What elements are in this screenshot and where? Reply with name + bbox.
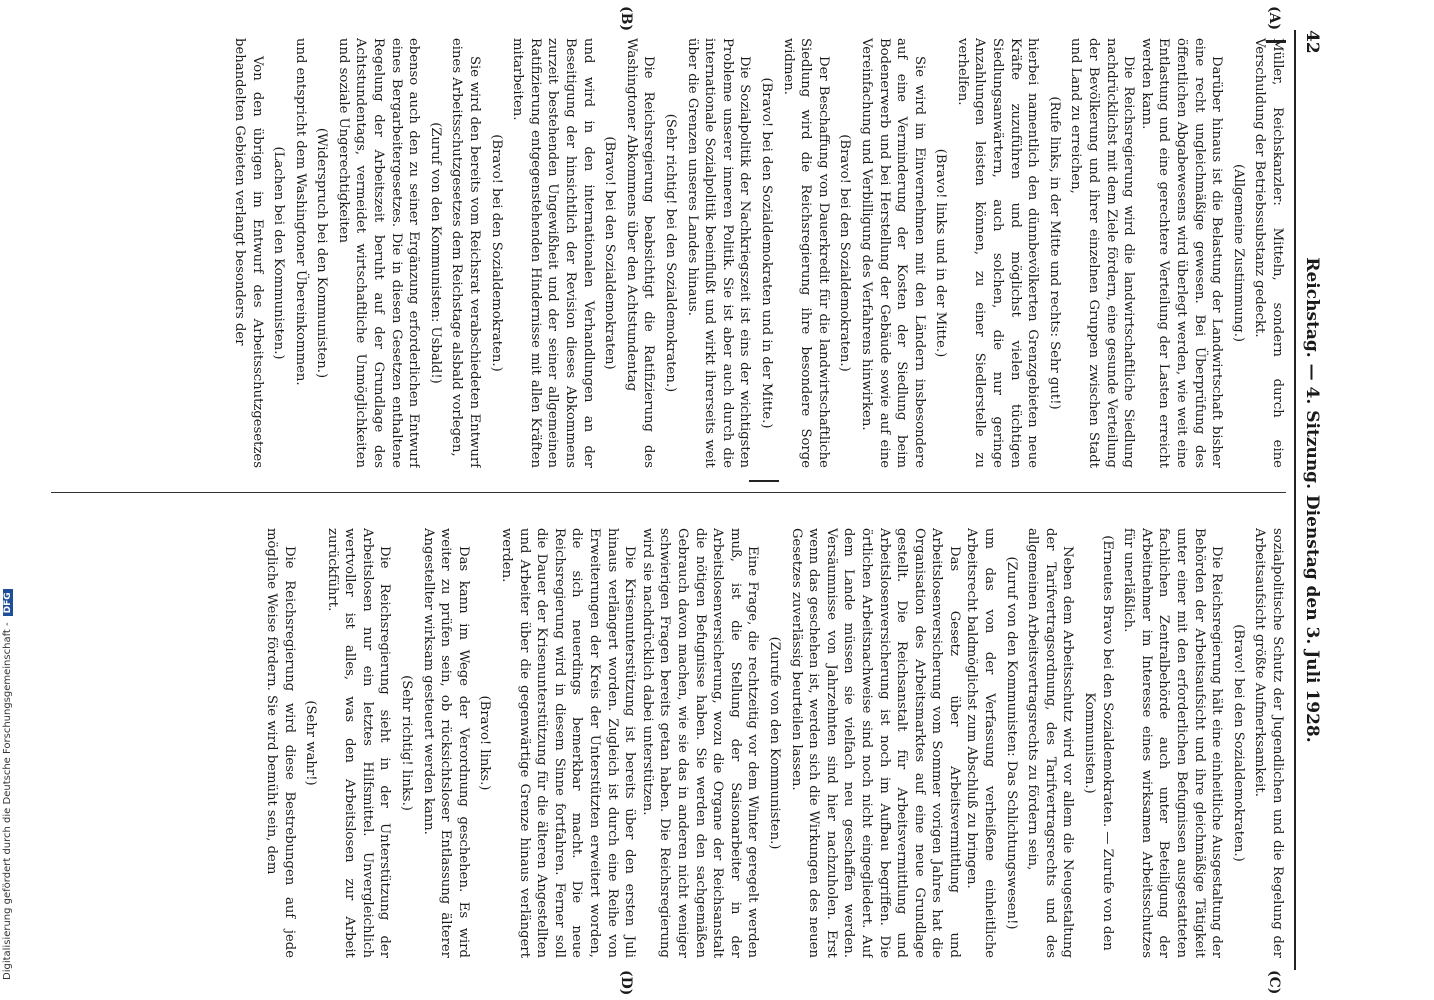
reaction: (Erneutes Bravo bei den Sozialdemokraten. — Zurufe von den Kommunisten.) bbox=[1082, 535, 1115, 951]
paragraph: Eine Frage, die rechtzeitig vor dem Winter geregelt werden muß, ist die Stellung der Saisonarbeiter in der Arbeitslosenversicherung, wozu die Organe der Reichsanstalt die nötigen Befugnisse haben. Sie werden den sachgemäßen Gebrauch davon machen, wie sie das in anderen nicht weniger schwierigen Fragen bereits getan haben. Die Reichsregierung wird sie nachdrücklich dabei unterstützen. bbox=[639, 528, 761, 958]
dfg-logo: DFG bbox=[3, 589, 13, 616]
paragraph: um das von der Verfassung verheißene einheitliche Arbeitsrecht baldmöglichst zum Abschluß zu bringen. bbox=[964, 528, 998, 958]
reaction: (Bravo! bei den Sozialdemokraten) bbox=[602, 136, 618, 370]
paragraph: Die Reichsregierung wird die landwirtschaftliche Siedlung nachdrücklichst mit dem Ziele fördern, eine gesunde Verteilung der Bevölkerung und ihrer einzelnen Gruppen zwischen Stadt und Land zu erreichen, bbox=[1068, 38, 1137, 468]
reaction: (Bravo! links und in der Mitte.) bbox=[933, 148, 949, 358]
paragraph: Die Reichsregierung wird diese Bestrebungen auf jede mögliche Weise fördern. Sie wird bemüht sein, dem bbox=[263, 528, 297, 958]
paragraph: Die Reichsregierung hält eine einheitliche Ausgestaltung der Behörden der Arbeitsaufsicht und ihre gleichmäßige Tätigkeit unter einer mit den erforderlichen Befugnissen ausgestatteten fachlichen Zentralbehörde auch unter Beteiligung der Arbeitnehmer im Interesse eines wirksamen Arbeitsschutzes für unerläßlich. bbox=[1121, 528, 1225, 958]
reaction: (Zuruf von den Kommunisten: Das Schlichtungswesen!) bbox=[1003, 556, 1019, 930]
document-page bbox=[34, 0, 1334, 1000]
paragraph: Sie wird im Einvernehmen mit den Ländern insbesondere auf eine Verminderung der Kosten der Siedlung beim Bodenerwerb und bei Herstellung der Gebäude sowie auf eine Vereinfachung und Verbilligung des Verfahrens hinwirken. bbox=[858, 38, 927, 468]
page-number: 42 bbox=[1302, 30, 1322, 54]
paragraph: Müller, Reichskanzler: Mitteln, sondern durch eine Verschuldung der Betriebssubstanz gedeckt. bbox=[1252, 38, 1285, 468]
reaction: (Sehr wahr!) bbox=[303, 700, 319, 786]
paragraph: Von den übrigen im Entwurf des Arbeitsschutzgesetzes behandelten Gebieten verlangt besonders der bbox=[231, 38, 265, 468]
reaction: (Sehr richtig! bei den Sozialdemokraten.) bbox=[663, 113, 678, 393]
paragraph: Sie wird den bereits vom Reichsrat verabschiedeten Entwurf eines Arbeitsschutzgesetzes dem Reichstage alsbald vorlegen, bbox=[449, 38, 483, 468]
margin-marker-c: (C) bbox=[1266, 970, 1282, 995]
margin-marker-b: (B) bbox=[618, 6, 634, 32]
reaction: (Sehr richtig! links.) bbox=[399, 675, 415, 811]
reaction: (Allgemeine Zustimmung.) bbox=[1230, 163, 1246, 343]
reaction: (Bravo! bei den Sozialdemokraten und in der Mitte.) bbox=[758, 77, 774, 429]
reaction: (Zurufe von den Kommunisten.) bbox=[766, 636, 782, 850]
reaction: (Lachen bei den Kommunisten.) bbox=[271, 146, 287, 360]
paragraph: und entspricht dem Washingtoner Übereinkommen. bbox=[292, 38, 308, 386]
reaction: (Zuruf von den Kommunisten: Usbald!) bbox=[427, 122, 443, 384]
right-column bbox=[51, 528, 1286, 958]
paragraph: hierbei namentlich den dünnbevölkerten Grenzgebieten neue Kräfte zuzuführen und möglichst vielen tüchtigen Siedlungsanwärtern, auch solchen, die nur geringe Anzahlungen leisten können, zu einer Siedlerstelle zu verhelfen. bbox=[954, 38, 1041, 468]
paragraph: ebenso auch den zu seiner Ergänzung erforderlichen Entwurf eines Bergarbeitergesetzes. Die in diesen Gesetzen enthaltene Regelung der Arbeitszeit beruht auf der Grundlage des Achtstundentags, vermeidet wirtschaftliche Unmöglichkeiten und soziale Ungerechtigkeiten bbox=[335, 38, 422, 468]
column-divider bbox=[51, 492, 1286, 493]
margin-marker-d: (D) bbox=[618, 970, 634, 996]
margin-marker-a: (A) bbox=[1266, 6, 1282, 31]
credit-text: Digitalisierung gefördert durch die Deutsche Forschungsgemeinschaft - bbox=[2, 622, 13, 980]
reaction: (Bravo! bei den Sozialdemokraten.) bbox=[1230, 624, 1246, 862]
running-header bbox=[1294, 30, 1326, 970]
paragraph: Das kann im Wege der Verordnung geschehen. Es wird weiter zu prüfen sein, ob rücksichtsloser Entlassung älterer Angestellter wirksam gesteuert werden kann. bbox=[420, 528, 471, 958]
paragraph: Darüber hinaus ist die Belastung der Landwirtschaft bisher eine recht ungleichmäßige gewesen. Bei Überprüfung des öffentlichen Abgabewesens wird überlegt werden, wie weit eine Entlastung und eine gerechtere Verteilung der Lasten erreicht werden kann. bbox=[1138, 38, 1225, 468]
paragraph: Die Reichsregierung beabsichtigt die Ratifizierung des Washingtoner Abkommens über den Achtstundentag bbox=[623, 38, 657, 468]
reaction: (Bravo! links.) bbox=[477, 695, 493, 791]
paragraph: sozialpolitische Schutz der Jugendlichen und die Regelung der Arbeitsaufsicht größte Aufmerksamkeit. bbox=[1252, 528, 1285, 958]
paragraph: Die Krisenunterstützung ist bereits über den ersten Juli hinaus verlängert worden. Zugleich ist durch eine Reihe von Erweiterungen der Kreis der Unterstützten erweitert worden, die sich neuerdings bemerkbar macht. Die neue Reichsregierung wird in diesem Sinne fortfahren. Ferner soll die Dauer der Krisenunterstützung für die älteren Angestellten und Arbeiter über die gegenwärtige Grenze hinaus verlängert werden. bbox=[499, 528, 638, 958]
paragraph: Neben dem Arbeitsschutz wird vor allem die Neugestaltung der Tarifvertragsordnung, des Tarifvertragsrechts und des allgemeinen Arbeitsvertragsrechts zu fördern sein, bbox=[1025, 528, 1076, 958]
paragraph: Die Sozialpolitik der Nachkriegszeit ist eins der wichtigsten Probleme unserer inneren Politik. Sie ist aber auch durch die internationale Sozialpolitik beeinflußt und wirkt ihrerseits weit über die Grenzen unseres Landes hinaus. bbox=[684, 38, 753, 468]
reaction: (Widerspruch bei den Kommunisten.) bbox=[314, 127, 330, 379]
paragraph: Das Gesetz über Arbeitsvermittlung und Arbeitslosenversicherung vom Sommer vorigen Jahres hat die Organisation des Arbeitsmarktes auf eine neue Grundlage gestellt. Die Reichsanstalt für Arbeitsvermittlung und Arbeitslosenversicherung ist noch im Aufbau begriffen. Die örtlichen Arbeitsnachweise sind noch nicht eingegliedert. Auf dem Lande müssen sie vielfach neu geschaffen werden. Versäumnisse von Jahrzehnten sind hier nachzuholen. Erst wenn das geschehen ist, werden sich die Wirkungen des neuen Gesetzes zuverlässig beurteilen lassen. bbox=[788, 528, 962, 958]
reaction: (Rufe links, in der Mitte und rechts: Sehr gut!) bbox=[1046, 96, 1062, 410]
pen-mark-line bbox=[749, 480, 779, 485]
reaction: (Bravo! bei den Sozialdemokraten.) bbox=[837, 134, 853, 372]
paragraph: und wird in den internationalen Verhandlungen an der Beseitigung der hinsichtlich der Revision dieses Abkommens zurzeit bestehenden Ungewißheit und der seiner allgemeinen Ratifizierung entgegenstehenden Hindernisse mit allen Kräften mitarbeiten. bbox=[510, 38, 596, 468]
paragraph: Die Reichsregierung sieht in der Unterstützung der Arbeitslosen nur ein letztes Hilfsmittel. Unvergleichlich wertvoller ist alles, was den Arbeitslosen zur Arbeit zurückführt. bbox=[324, 528, 393, 958]
digitization-credit bbox=[2, 420, 16, 980]
running-title: Reichstag. — 4. Sitzung. Dienstag den 3. Juli 1928. bbox=[1302, 257, 1322, 743]
left-column bbox=[51, 38, 1286, 468]
paragraph: Der Beschaffung von Dauerkredit für die landwirtschaftliche Siedlung wird die Reichsregierung ihre besondere Sorge widmen. bbox=[780, 38, 831, 468]
reaction: (Bravo! bei den Sozialdemokraten.) bbox=[488, 134, 504, 372]
